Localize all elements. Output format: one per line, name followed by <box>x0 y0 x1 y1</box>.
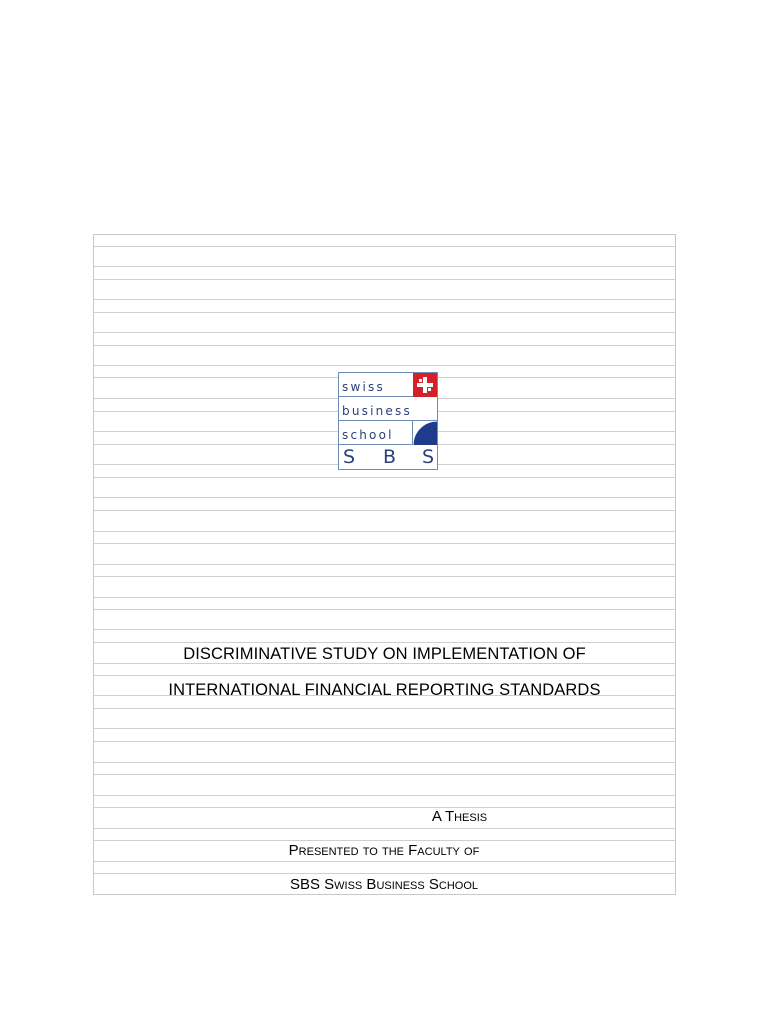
rule-line <box>94 345 675 346</box>
rule-line <box>94 299 675 300</box>
rule-line <box>94 510 675 511</box>
rule-line <box>94 543 675 544</box>
logo-word-business: business <box>342 404 412 418</box>
rule-line <box>94 279 675 280</box>
rule-line <box>94 609 675 610</box>
rule-line <box>94 312 675 313</box>
rule-line <box>94 564 675 565</box>
rule-line <box>94 497 675 498</box>
rule-line <box>94 629 675 630</box>
rule-line <box>94 477 675 478</box>
rule-line <box>94 531 675 532</box>
logo-letter-s1: S <box>343 446 356 468</box>
ruled-lines <box>94 235 675 894</box>
rule-line <box>94 728 675 729</box>
rule-line <box>94 873 675 874</box>
rule-line <box>94 795 675 796</box>
thesis-title-line-1: DISCRIMINATIVE STUDY ON IMPLEMENTATION OF <box>183 645 586 663</box>
thesis-label: A Thesis <box>431 808 488 825</box>
logo-word-swiss: swiss <box>342 380 385 394</box>
rule-line <box>94 840 675 841</box>
swiss-cross-icon <box>413 373 437 397</box>
rule-line <box>94 675 675 676</box>
rule-line <box>94 246 675 247</box>
sbs-logo <box>338 372 438 470</box>
logo-letter-b: B <box>383 446 397 468</box>
quarter-circle-icon <box>413 421 437 445</box>
school-name-line: SBS Swiss Business School <box>289 876 479 893</box>
logo-row-business <box>339 397 437 421</box>
rule-line <box>94 741 675 742</box>
logo-row-sbs <box>339 445 437 469</box>
rule-line <box>94 642 675 643</box>
rule-line <box>94 708 675 709</box>
rule-line <box>94 597 675 598</box>
rule-line <box>94 332 675 333</box>
rule-line <box>94 365 675 366</box>
logo-letter-s2: S <box>422 446 435 468</box>
presented-to-line: Presented to the Faculty of <box>288 842 480 859</box>
rule-line <box>94 266 675 267</box>
rule-line <box>94 828 675 829</box>
rule-line <box>94 576 675 577</box>
logo-word-school: school <box>342 428 394 442</box>
rule-line <box>94 762 675 763</box>
rule-line <box>94 774 675 775</box>
rule-line <box>94 861 675 862</box>
thesis-title-line-2: INTERNATIONAL FINANCIAL REPORTING STANDARDS <box>168 681 601 699</box>
